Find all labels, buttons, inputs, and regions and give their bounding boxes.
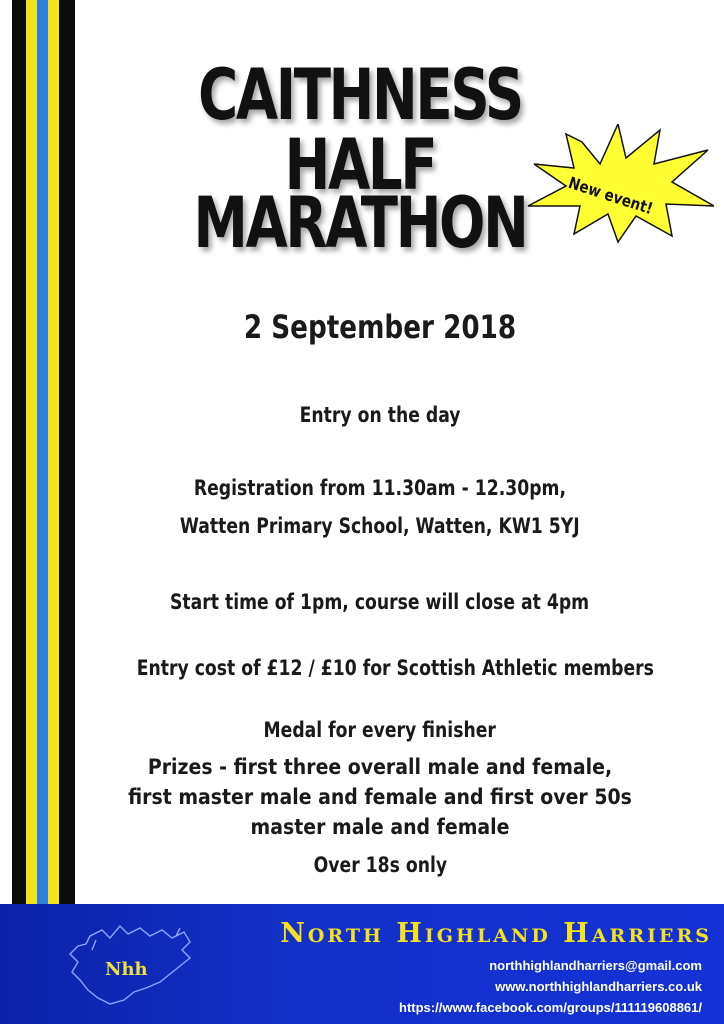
age-restriction-text: Over 18s only [313, 853, 447, 877]
registration-info [80, 476, 680, 500]
new-event-badge: New event! [566, 173, 656, 219]
stripe-blue [37, 0, 48, 904]
event-date [80, 308, 680, 346]
stripe-yellow [26, 0, 37, 904]
entry-info-text: Entry on the day [299, 403, 461, 427]
age-restriction [80, 853, 680, 877]
club-name: North Highland Harriers [280, 918, 712, 949]
prizes-info [100, 752, 660, 842]
title-line-2: MARATHON [193, 182, 527, 264]
stripe-black [59, 0, 75, 904]
entry-cost-info [80, 656, 680, 680]
entry-cost-text: Entry cost of £12 / £10 for Scottish Athletic members [136, 656, 654, 680]
stripe-yellow [48, 0, 59, 904]
medal-info-text: Medal for every finisher [263, 718, 497, 742]
stripe-black [12, 0, 26, 904]
club-email[interactable]: northhighlandharriers@gmail.com [489, 958, 702, 973]
entry-info [80, 403, 680, 427]
starburst-badge-icon [522, 124, 714, 244]
event-date-text: 2 September 2018 [243, 308, 517, 346]
registration-info-text: Registration from 11.30am - 12.30pm, [193, 476, 567, 500]
venue-address-text: Watten Primary School, Watten, KW1 5YJ [180, 514, 580, 538]
start-time-text: Start time of 1pm, course will close at 4pm [170, 590, 590, 614]
club-facebook-link[interactable]: https://www.facebook.com/groups/111119608861/ [399, 1000, 702, 1015]
venue-address [80, 514, 680, 538]
club-logo-text: Nhh [105, 959, 148, 980]
medal-info [80, 718, 680, 742]
start-time-info [80, 590, 680, 614]
decorative-stripes [12, 0, 75, 904]
club-footer [0, 904, 724, 1024]
club-website[interactable]: www.northhighlandharriers.co.uk [495, 979, 702, 994]
title-line-1: CAITHNESS HALF [198, 54, 522, 206]
prizes-info-text: Prizes - first three overall male and female, first master male and female and first over 50s master male and female [128, 755, 632, 839]
